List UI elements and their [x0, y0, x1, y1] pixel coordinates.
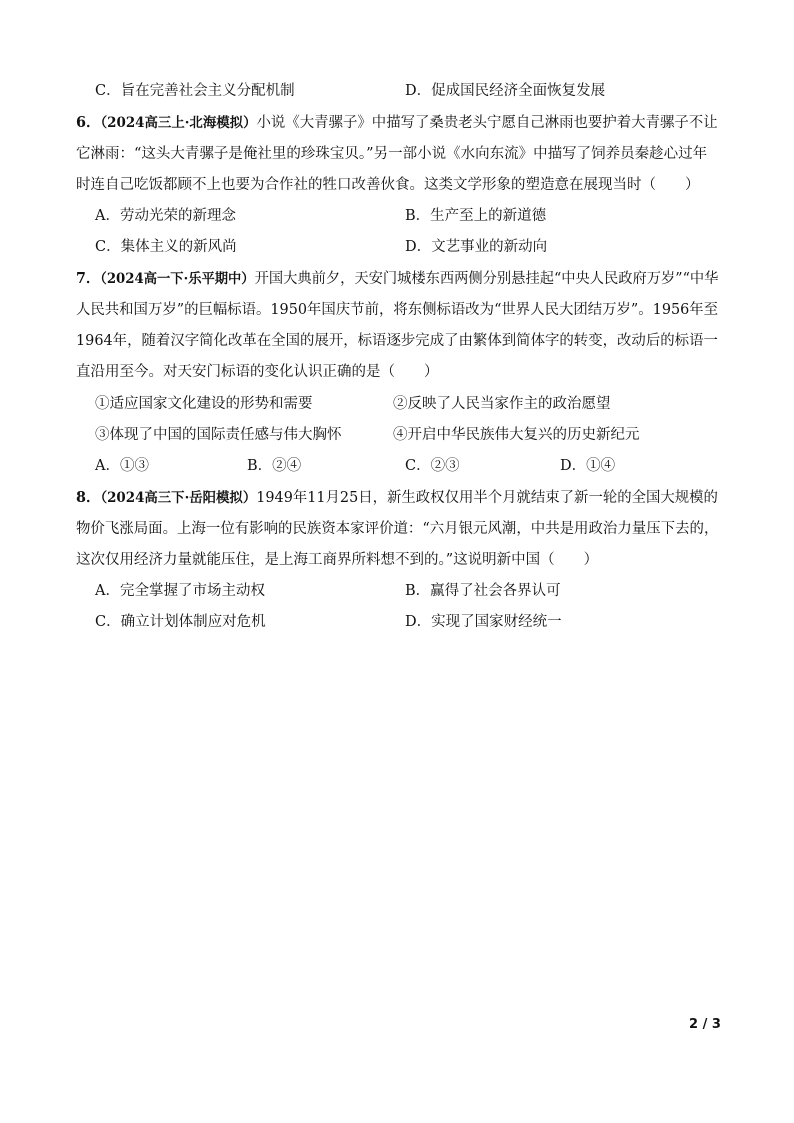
q8-stem-line-3: [0, 547, 794, 573]
q8-stem-line-1: [0, 485, 794, 511]
q7-stem-line-1: [0, 266, 794, 292]
q8-option-a[interactable]: A．完全掌握了市场主动权: [95, 583, 265, 599]
q8-text-1: 1949年11月25日，新生政权仅用半个月就结束了新一轮的全国大规模的: [256, 490, 718, 506]
q6-options-row-cd: [0, 234, 794, 260]
q6-source: （2024高三上·北海模拟）: [100, 115, 257, 131]
q7-stem-line-3: [0, 328, 794, 354]
q6-text-3: 时连自己吃饭都顾不上也要为合作社的牲口改善伙食。这类文学形象的塑造意在展现当时（ ）: [76, 177, 700, 193]
q6-number: 6．: [76, 114, 101, 131]
q7-text-2: 人民共和国万岁”的巨幅标语。1950年国庆节前，将东侧标语改为“世界人民大团结万岁”。1956年至: [76, 302, 719, 318]
q8-option-b[interactable]: B．赢得了社会各界认可: [405, 583, 561, 599]
q7-option-d[interactable]: D．①④: [560, 458, 616, 474]
q8-option-c[interactable]: C．确立计划体制应对危机: [95, 614, 266, 630]
q6-option-d[interactable]: D．文艺事业的新动向: [405, 239, 548, 255]
q7-statement-2: ②反映了人民当家作主的政治愿望: [393, 396, 611, 412]
q5-options-row-cd: [0, 78, 794, 104]
q6-stem-line-3: [0, 172, 794, 198]
q7-option-b[interactable]: B．②④: [247, 458, 302, 474]
q6-stem-line-2: [0, 141, 794, 167]
q8-source: （2024高三下·岳阳模拟）: [100, 490, 257, 506]
q7-text-3: 1964年，随着汉字简化改革在全国的展开，标语逐步完成了由繁体到简体字的转变，改动后的标语一: [76, 333, 718, 349]
q6-options-row-ab: [0, 203, 794, 229]
q6-text-2: 它淋雨：“这头大青骡子是俺社里的珍珠宝贝。”另一部小说《水向东流》中描写了饲养员秦趁心过年: [76, 146, 708, 162]
q8-options-row-cd: [0, 609, 794, 635]
page-number: 2 / 3: [689, 1017, 721, 1032]
q7-stem-line-2: [0, 297, 794, 323]
q7-statement-1: ①适应国家文化建设的形势和需要: [95, 396, 313, 412]
q8-option-d[interactable]: D．实现了国家财经统一: [405, 614, 562, 630]
q8-options-row-ab: [0, 578, 794, 604]
q7-statement-3: ③体现了中国的国际责任感与伟大胸怀: [95, 427, 342, 443]
q7-statements-row-34: [0, 422, 794, 448]
q6-text-1: 小说《大青骡子》中描写了桑贵老头宁愿自己淋雨也要护着大青骡子不让: [256, 115, 718, 131]
q7-text-4: 直沿用至今。对天安门标语的变化认识正确的是（ ）: [76, 364, 439, 380]
q7-stem-line-4: [0, 359, 794, 385]
q7-source: （2024高一下·乐平期中）: [100, 271, 255, 287]
q7-statements-row-12: [0, 391, 794, 417]
q6-option-b[interactable]: B．生产至上的新道德: [405, 208, 547, 224]
q7-text-1: 开国大典前夕，天安门城楼东西两侧分别悬挂起“中央人民政府万岁”“中华: [254, 271, 719, 287]
q7-statement-4: ④开启中华民族伟大复兴的历史新纪元: [393, 427, 640, 443]
q7-options-row: [0, 453, 794, 479]
q7-option-c[interactable]: C．②③: [405, 458, 460, 474]
q5-option-c[interactable]: C．旨在完善社会主义分配机制: [95, 83, 295, 99]
q7-option-a[interactable]: A．①③: [95, 458, 149, 474]
q5-option-d[interactable]: D．促成国民经济全面恢复发展: [405, 83, 606, 99]
q8-number: 8．: [76, 489, 101, 506]
q6-stem-line-1: [0, 110, 794, 136]
q8-text-3: 这次仅用经济力量就能压住，是上海工商界所料想不到的。”这说明新中国（ ）: [76, 552, 599, 568]
q8-text-2: 物价飞涨局面。上海一位有影响的民族资本家评价道：“六月银元风潮，中共是用政治力量压下去的，: [76, 521, 719, 537]
q7-number: 7．: [76, 270, 101, 287]
q8-stem-line-2: [0, 516, 794, 542]
q6-option-a[interactable]: A．劳动光荣的新理念: [95, 208, 236, 224]
q6-option-c[interactable]: C．集体主义的新风尚: [95, 239, 237, 255]
